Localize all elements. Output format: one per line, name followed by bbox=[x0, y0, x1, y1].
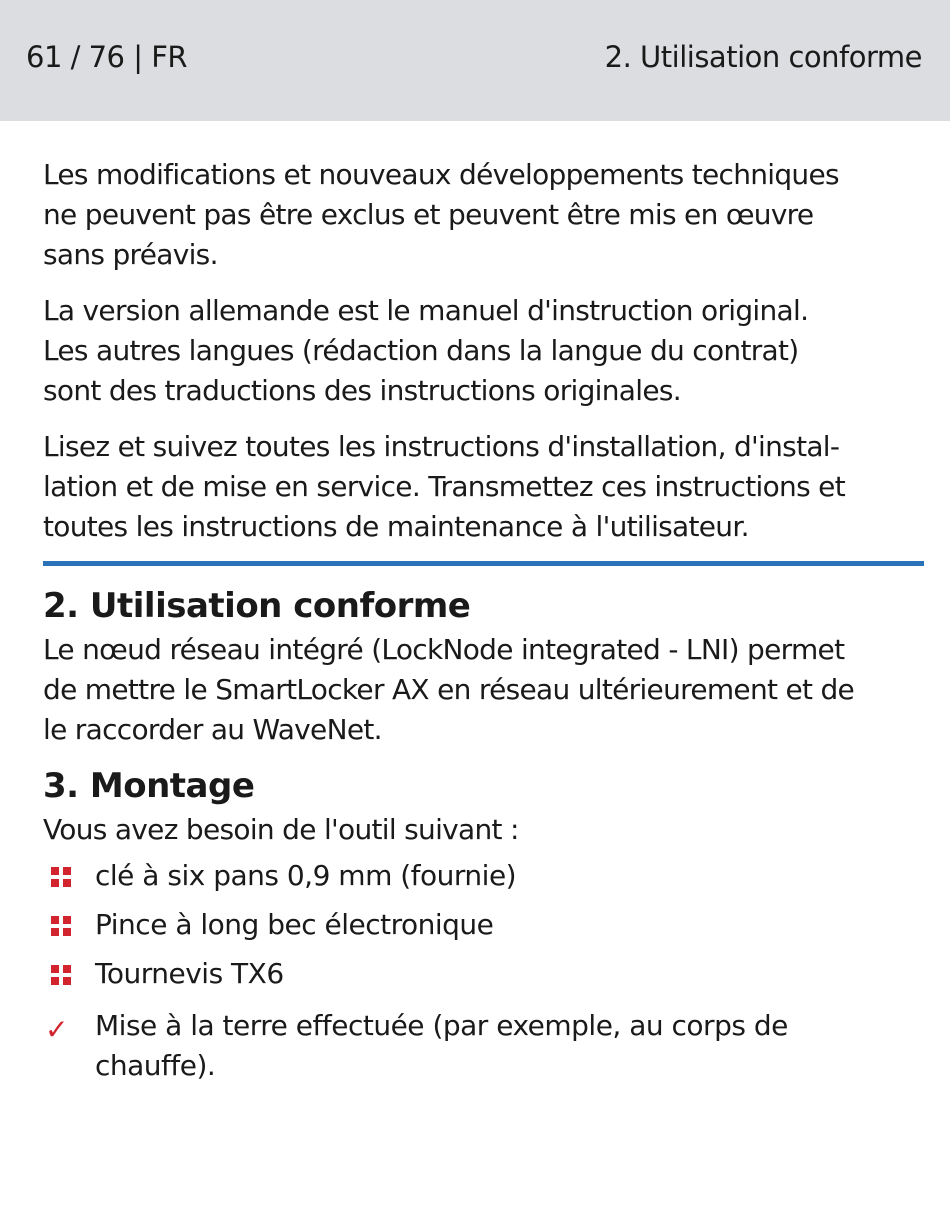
intro-paragraph-1 bbox=[43, 155, 928, 275]
red-squares-bullet-icon bbox=[51, 916, 71, 936]
section-divider bbox=[43, 561, 924, 566]
section-2-paragraph bbox=[43, 630, 928, 750]
list-item bbox=[43, 856, 928, 896]
page-content bbox=[43, 155, 928, 1086]
text-line: Lisez et suivez toutes les instructions d'installation, d'instal- bbox=[43, 430, 840, 463]
page-header bbox=[0, 0, 950, 121]
page-indicator: 61 / 76 | FR bbox=[26, 40, 188, 74]
intro-paragraph-2 bbox=[43, 291, 928, 411]
text-line: lation et de mise en service. Transmettez ces instructions et bbox=[43, 470, 845, 503]
text-line: Les autres langues (rédaction dans la langue du contrat) bbox=[43, 334, 799, 367]
intro-paragraph-3 bbox=[43, 427, 928, 547]
prerequisite-item bbox=[43, 1006, 928, 1086]
red-squares-bullet-icon bbox=[51, 867, 71, 887]
text-line: La version allemande est le manuel d'instruction original. bbox=[43, 294, 809, 327]
text-line: sont des traductions des instructions originales. bbox=[43, 374, 681, 407]
list-item bbox=[43, 954, 928, 994]
text-line: Les modifications et nouveaux développements techniques bbox=[43, 158, 839, 191]
section-heading-utilisation: 2. Utilisation conforme bbox=[43, 586, 471, 626]
text-line: de mettre le SmartLocker AX en réseau ultérieurement et de bbox=[43, 673, 855, 706]
tools-intro bbox=[43, 810, 928, 850]
list-item bbox=[43, 905, 928, 945]
list-item-text: Tournevis TX6 bbox=[95, 957, 284, 990]
section-heading-montage: 3. Montage bbox=[43, 766, 255, 806]
header-section-title: 2. Utilisation conforme bbox=[604, 40, 922, 74]
text-line: Mise à la terre effectuée (par exemple, au corps de bbox=[95, 1009, 788, 1042]
text-line: sans préavis. bbox=[43, 238, 218, 271]
tools-list bbox=[43, 856, 928, 994]
check-icon: ✓ bbox=[45, 1013, 68, 1046]
list-item-text: Pince à long bec électronique bbox=[95, 908, 494, 941]
text-line: chauffe). bbox=[95, 1049, 216, 1082]
text-line: toutes les instructions de maintenance à l'utilisateur. bbox=[43, 510, 749, 543]
list-item-text: clé à six pans 0,9 mm (fournie) bbox=[95, 859, 517, 892]
red-squares-bullet-icon bbox=[51, 965, 71, 985]
text-line: Le nœud réseau intégré (LockNode integrated - LNI) permet bbox=[43, 633, 845, 666]
text-line: ne peuvent pas être exclus et peuvent être mis en œuvre bbox=[43, 198, 814, 231]
text-line: Vous avez besoin de l'outil suivant : bbox=[43, 813, 519, 846]
text-line: le raccorder au WaveNet. bbox=[43, 713, 382, 746]
